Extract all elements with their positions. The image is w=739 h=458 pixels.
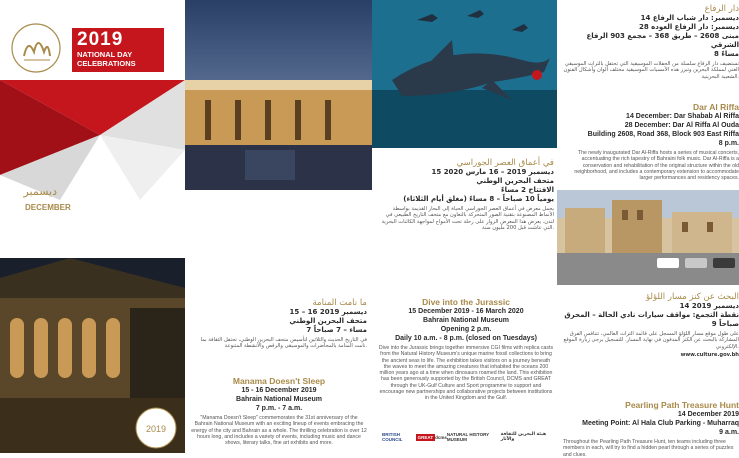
jurassic-opening-en: Opening 2 p.m.	[440, 326, 492, 333]
month-english: DECEMBER	[25, 203, 71, 212]
jurassic-daily-ar: يومياً 10 صباحاً – 8 مساءً (مغلق أيام الثلاثاء)	[403, 195, 554, 203]
riffa-line4-en: 8 p.m.	[718, 140, 739, 147]
muharraq-street-photo	[557, 190, 739, 285]
jurassic-body-en: Dive into the Jurassic brings together immersive CGI films with replica casts from the Natural History Museum's unique marine fossil collections to bring the ancient seas to life. The exhibition takes visitors on a journey beneath the waves to meet the amazing creatures that inhabited the oceans 200 million years ago at a time when dinosaurs roamed the land. This exhibition has been generously supported by the British Council, DCMS and GREAT through the UK-Gulf Culture and Sport programme to support and encourage new partnerships and collaborative projects between institutions in the United Kingdom and the Gulf.	[378, 345, 554, 402]
riffa-line3-ar: مبنى 2608 – طريق 368 – مجمع 903 الرفاع الشرقي	[586, 32, 739, 49]
pearling-arabic-section	[563, 292, 739, 358]
riffa-line4-ar: 8 مساءً	[714, 50, 739, 58]
marine-reptile-photo	[372, 0, 557, 148]
riffa-title-en: Dar Al Riffa	[693, 102, 739, 112]
jurassic-dates-en: 15 December 2019 - 16 March 2020	[408, 308, 524, 315]
column-jurassic	[372, 0, 557, 453]
manama-title-en: Manama Doesn't Sleep	[232, 376, 326, 386]
celebrations-banner	[72, 28, 164, 72]
pearling-line1-en: 14 December 2019	[677, 411, 739, 418]
decorative-triangles	[0, 80, 185, 200]
national-day-emblem-icon	[10, 22, 62, 74]
culture-authority-logo: هيئة البحرين للثقافة والآثار	[500, 432, 547, 442]
pearling-line3-en: 9 a.m.	[719, 429, 739, 436]
riffa-line2-en: 28 December: Dar Al Riffa Al Ouda	[624, 122, 739, 129]
jurassic-opening-ar: الافتتاح 2 مساءً	[500, 186, 554, 194]
manama-dates-ar: 15 – 16 ديسمبر 2019	[289, 308, 367, 316]
manama-body-ar: في التاريخ الحديث والثلاثين لتأسيس متحف البحرين الوطني، تحتفل الثقافة بما نامت المنامة بالمحاضرات والموسيقى والرقص والأنشطة المتنوعة.	[200, 337, 367, 350]
manama-body-en: "Manama Doesn't Sleep" commemorates the 31st anniversary of the Bahrain National Museum with an exciting lineup of events embracing the energy of the city and Bahrain as a whole. The thrilling celebration is over 12 hours long, and includes a variety of events, including music and dance shows, literary talks, fine art exhibits and more.	[191, 415, 367, 447]
logo-line2: CELEBRATIONS	[77, 59, 136, 68]
riffa-line1-ar: 14 ديسمبر: دار شباب الرفاع	[640, 14, 739, 22]
jurassic-title-ar: في أعماق العصر الجوراسي	[456, 158, 554, 168]
riffa-line2-ar: 28 ديسمبر: دار الرفاع العوده	[638, 23, 739, 31]
british-council-logo: BRITISH COUNCIL	[382, 432, 403, 442]
manama-time-en: 7 p.m. - 7 a.m.	[255, 405, 303, 412]
header-logo	[0, 0, 185, 80]
jurassic-english-section	[378, 297, 554, 402]
pearling-english-section	[563, 400, 739, 458]
column-intro	[0, 0, 185, 453]
jurassic-venue-ar: متحف البحرين الوطني	[476, 177, 554, 185]
logo-year: 2019	[77, 29, 124, 50]
manama-title-ar: ما نامت المنامة	[312, 298, 367, 308]
riffa-line3-en: Building 2608, Road 368, Block 903 East Riffa	[587, 131, 739, 138]
logo-line1: NATIONAL DAY	[77, 50, 133, 59]
manama-arabic-section	[191, 298, 367, 350]
column-riffa-pearling	[557, 0, 739, 458]
great-logo: GREAT	[417, 434, 434, 440]
riffa-line1-en: 14 December: Dar Shabab Al Riffa	[626, 113, 739, 120]
jurassic-arabic-section	[378, 158, 554, 231]
pearling-line2-en: Meeting Point: Al Hala Club Parking - Muharraq	[582, 420, 739, 427]
jurassic-body-ar: يحمل معرض في أعماق العصر الجوراسي الحياة إلى البحار القديمة بواسطة الأنماط المصنوعة بتقنية الصور المتحركة بالتعاون مع متحف التاريخ الطبيعي في لندن. يعرض هذا المعرض الزوار على رحلة تحت الأمواج لمواجهة الكائنات البحرية التي عاشت قبل 200 مليون سنة.	[381, 206, 554, 231]
pearling-body-ar: على طول موقع مسار اللؤلؤ المسجل على قائمة التراث العالمي، تتنافس الفرق المشاركة بالبحث عن الكنز المدفون في نهاية المسار. للتسجيل يرجى زيارة الموقع الإلكتروني.	[563, 331, 739, 350]
month-arabic: ديسمبر	[23, 185, 57, 198]
manama-venue-ar: متحف البحرين الوطني	[289, 317, 367, 325]
pearling-line1-ar: 14 ديسمبر 2019	[679, 302, 739, 310]
jurassic-title-en: Dive into the Jurassic	[422, 297, 510, 307]
riffa-arabic-section	[563, 4, 739, 80]
riffa-english-section	[563, 102, 739, 181]
pearling-title-en: Pearling Path Treasure Hunt	[625, 400, 739, 410]
badge-year: 2019	[145, 424, 167, 434]
column-manama	[185, 0, 372, 453]
dcms-logo: dcms	[435, 434, 447, 440]
manama-english-section	[191, 376, 367, 446]
museum-dusk-photo	[185, 0, 372, 190]
pearling-title-ar: البحث عن كنز مسار اللؤلؤ	[646, 292, 739, 302]
manama-time-ar: 7 مساء – 7 صباحاً	[306, 326, 367, 334]
jurassic-dates-ar: 15 ديسمبر 2019 – 16 مارس 2020	[431, 168, 554, 176]
pearling-line2-ar: نقطة التجمع: مواقف سيارات نادي الحالة – المحرق	[564, 311, 739, 319]
riffa-body-ar: تستضيف دار الرفاع سلسلة من الحفلات الموسيقية التي تحتفل بالتراث الموسيقي الغني لمملكة البحرين وتبرز هذه الأمسيات الموسيقية مختلف ألوان وأشكال الفنون الشعبية البحرينية.	[563, 61, 739, 80]
riffa-body-en: The newly inaugurated Dar Al-Riffa hosts a series of musical concerts, accentuating the rich tapestry of Bahraini folk music. Dar Al-Riffa is a conservation and rehabilitation of the original structure within the old neighborhood, and includes a contemporary extension to accommodate larger performances and residency spaces.	[574, 150, 739, 182]
manama-dates-en: 15 - 16 December 2019	[241, 387, 317, 394]
natural-history-museum-logo: NATURAL HISTORY MUSEUM	[446, 432, 490, 442]
pearling-line3-ar: 9 صباحاً	[711, 320, 739, 328]
palace-night-photo	[0, 258, 185, 453]
jurassic-venue-en: Bahrain National Museum	[423, 317, 509, 324]
jurassic-daily-en: Daily 10 a.m. - 8 p.m. (closed on Tuesdays)	[395, 335, 537, 342]
pearling-url[interactable]: www.culture.gov.bh	[680, 351, 739, 358]
pearling-body-en: Throughout the Pearling Path Treasure Hunt, ten teams including three members in each, will try to find a hidden pearl through a series of puzzles and clues.	[563, 439, 734, 458]
sponsor-logos	[382, 428, 552, 446]
manama-venue-en: Bahrain National Museum	[236, 396, 322, 403]
riffa-title-ar: دار الرفاع	[704, 4, 739, 14]
